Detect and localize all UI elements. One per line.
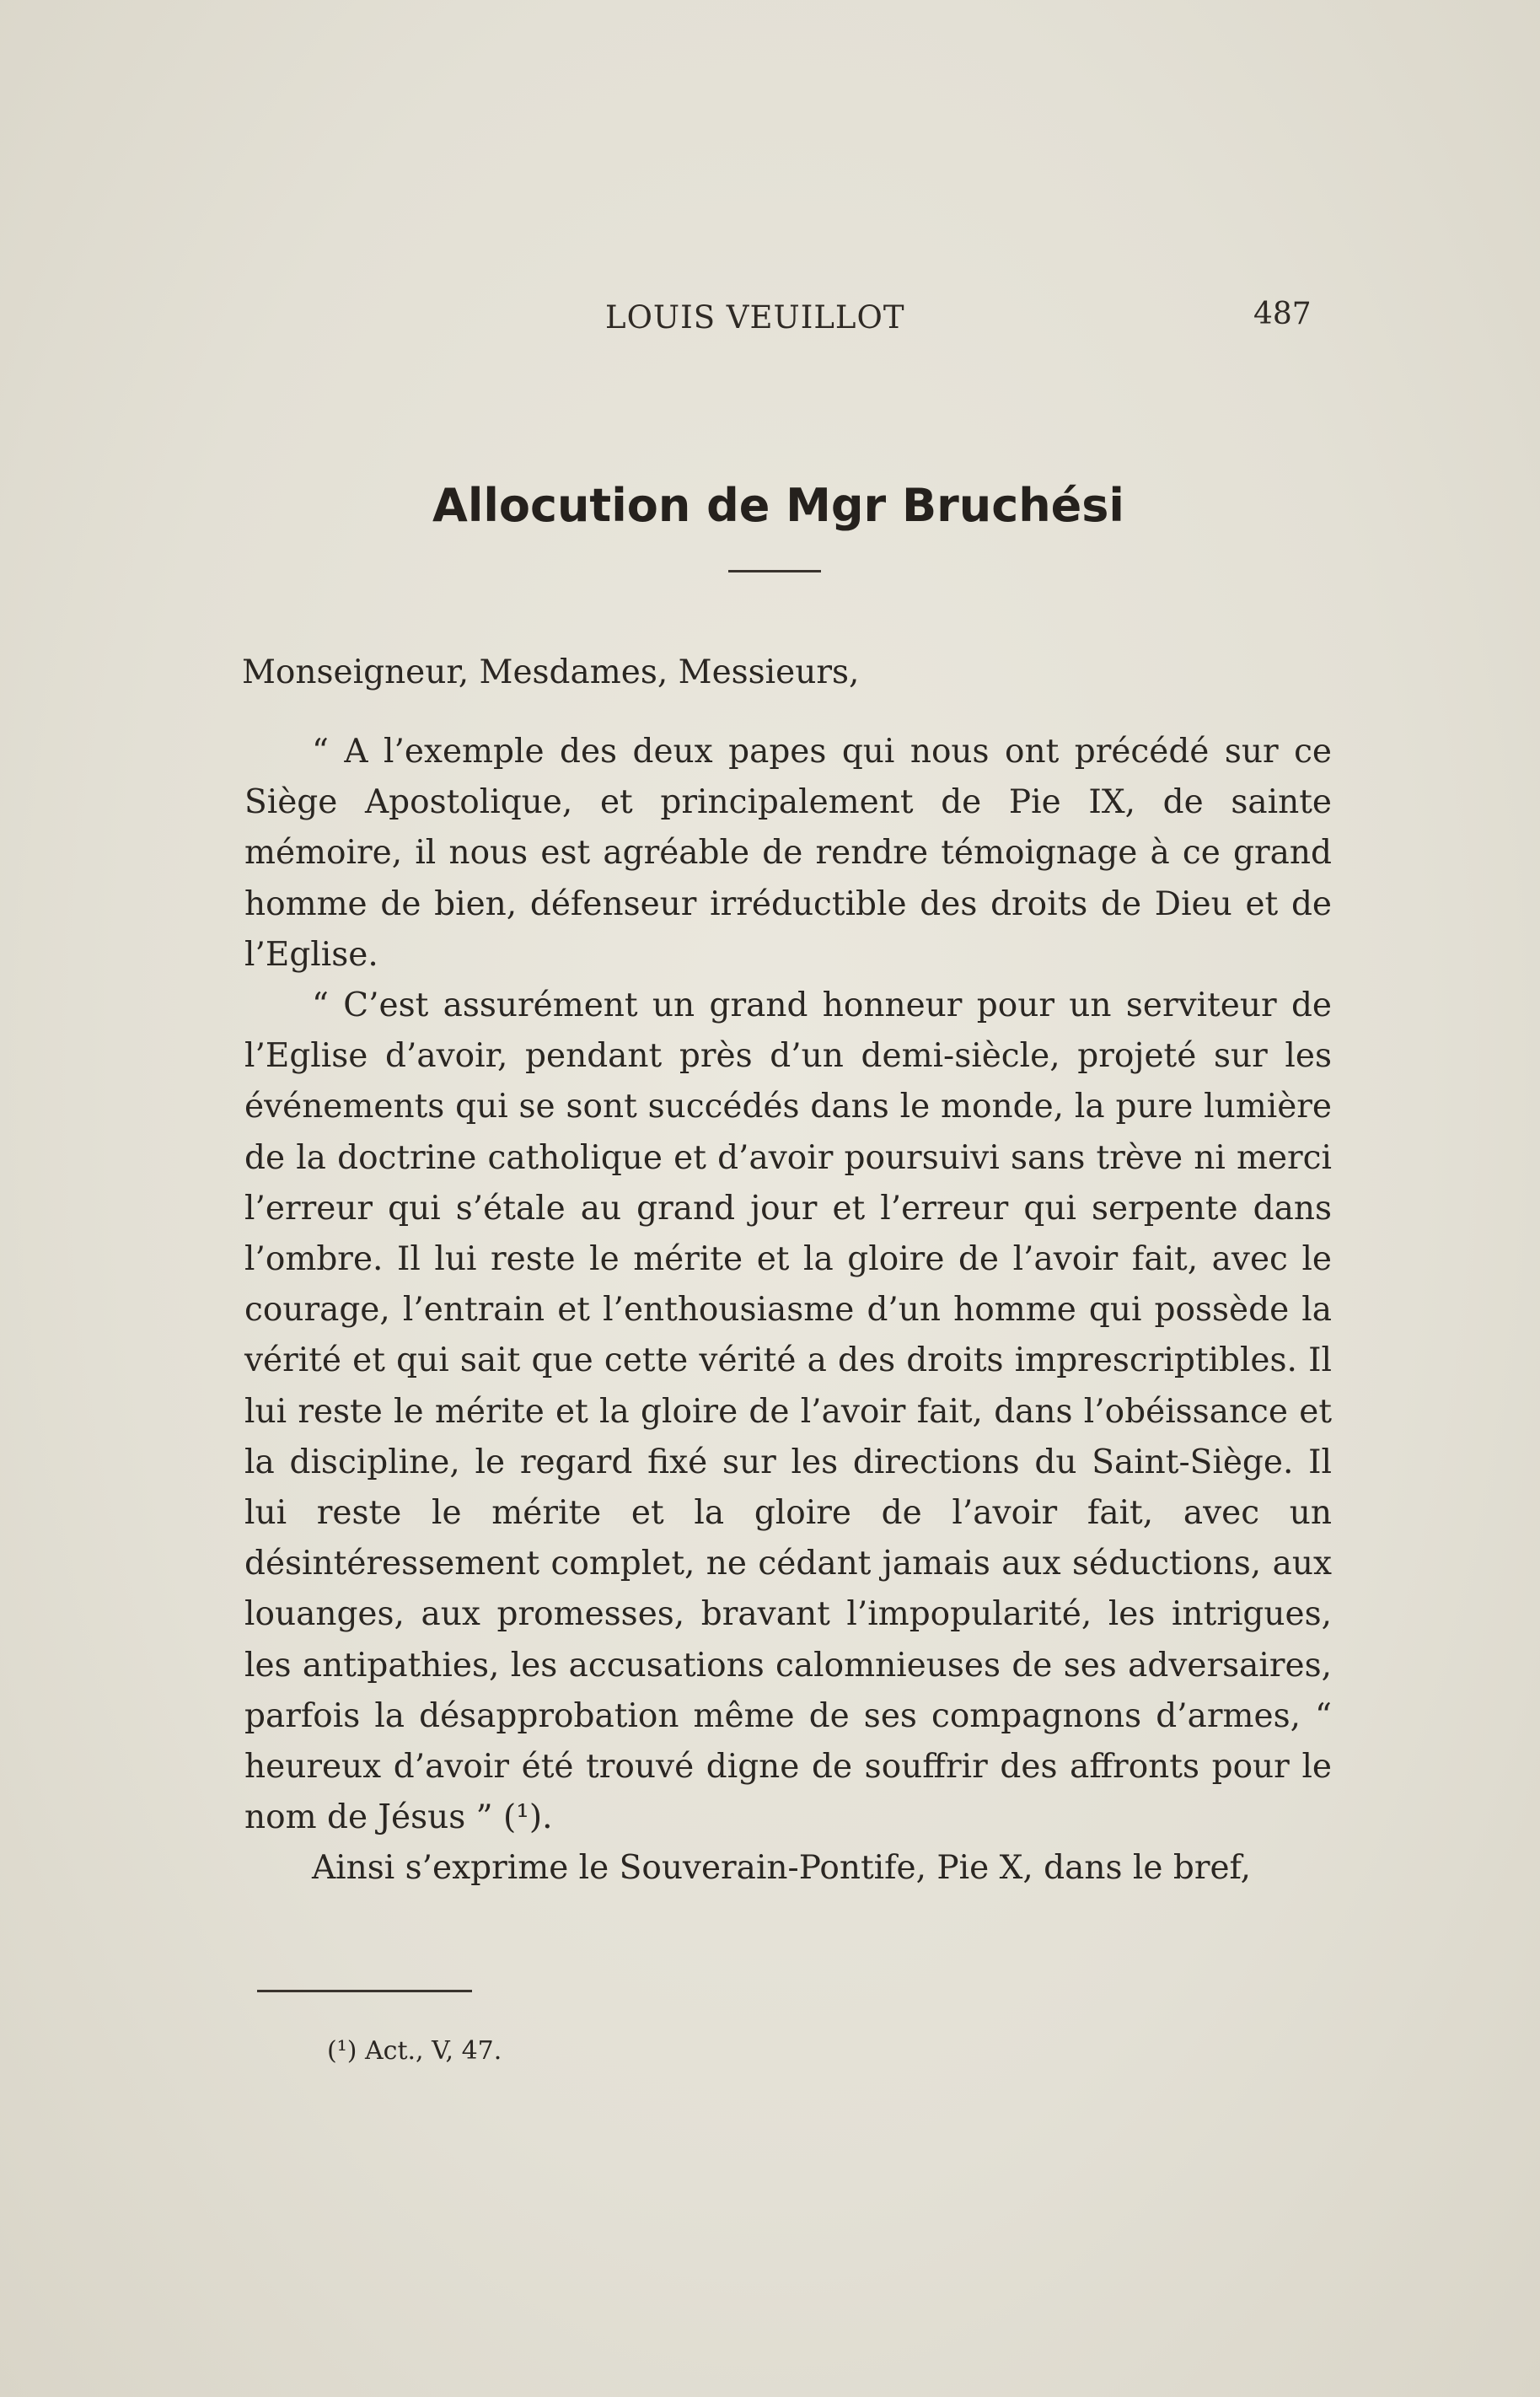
page-number: 487 — [1253, 297, 1312, 331]
body-text — [244, 727, 1332, 1894]
paragraph: “ A l’exemple des deux papes qui nous ont précédé sur ce Siège Apostolique, et principalement de Pie IX, de sainte mémoire, il nous est agréable de rendre témoignage à ce grand homme de bien, défenseur irréductible des droits de Dieu et de l’Eglise. — [244, 733, 1332, 974]
running-head: LOUIS VEUILLOT — [605, 299, 905, 336]
title-divider — [728, 570, 821, 572]
paragraph: “ C’est assurément un grand honneur pour un serviteur de l’Eglise d’avoir, pendant près d’un demi-siècle, projeté sur les événements qui se sont succédés dans le monde, la pure lumière de la doctrine catholique et d’avoir poursuivi sans trève ni merci l’erreur qui s’étale au grand jour et l’erreur qui serpente dans l’ombre. Il lui reste le mérite et la gloire de l’avoir fait, avec le courage, l’entrain et l’enthousiasme d’un homme qui possède la vérité et qui sait que cette vérité a des droits imprescriptibles. Il lui reste le mérite et la gloire de l’avoir fait, dans l’obéissance et la discipline, le regard fixé sur les directions du Saint-Siège. Il lui reste le mérite et la gloire de l’avoir fait, avec un désintéressement complet, ne cédant jamais aux séductions, aux louanges, aux promesses, bravant l’impopularité, les intrigues, les antipathies, les accusations calomnieuses de ses adversaires, parfois la désapprobation même de ses compagnons d’armes, “ heureux d’avoir été trouvé digne de souffrir des affronts pour le nom de Jésus ” (¹). — [244, 986, 1332, 1837]
footnote: (¹) Act., V, 47. — [327, 2036, 502, 2066]
chapter-title: Allocution de Mgr Bruchési — [432, 479, 1124, 533]
footnote-divider — [257, 1990, 472, 1992]
salutation: Monseigneur, Mesdames, Messieurs, — [242, 653, 860, 691]
paragraph: Ainsi s’exprime le Souverain-Pontife, Pie X, dans le bref, — [312, 1849, 1251, 1888]
